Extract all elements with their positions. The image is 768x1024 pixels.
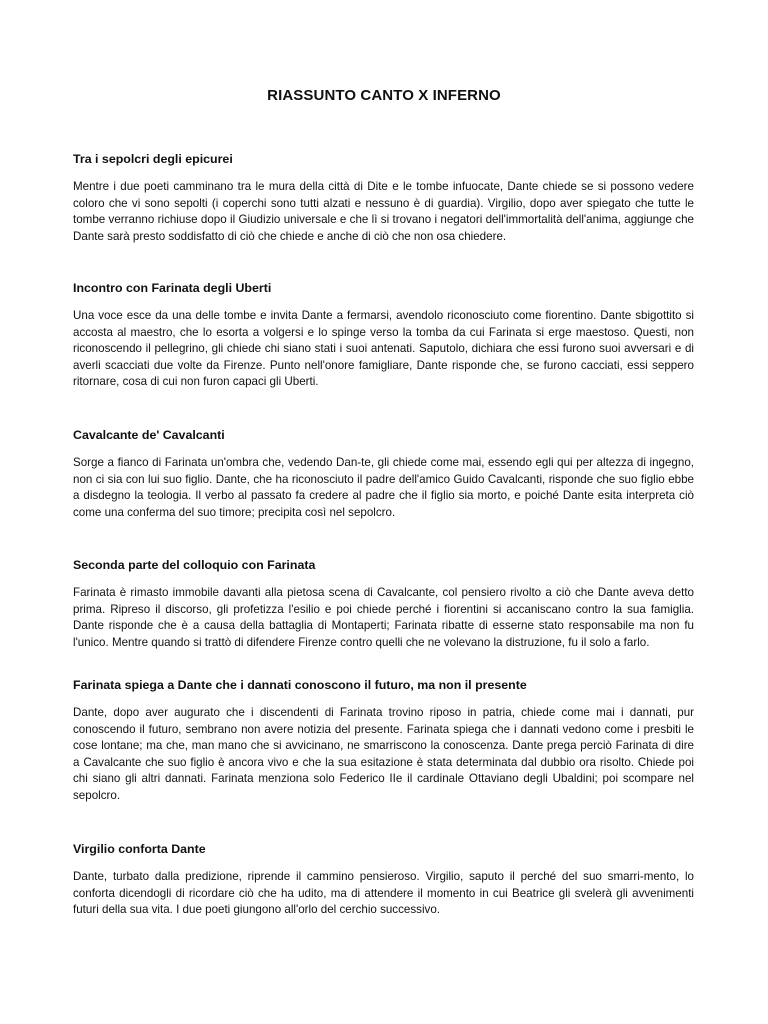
section-dannati-futuro [73,677,694,805]
section-heading: Virgilio conforta Dante [73,842,206,856]
section-paragraph: Sorge a fianco di Farinata un'ombra che, vedendo Dan-te, gli chiede come mai, essendo egli qui per altezza di ingegno, non ci sia con lui suo figlio. Dante, che ha riconosciuto il padre dell'amico Guido Cavalcanti, risponde che suo figlio ebbe a disdegno la teologia. Il verbo al passato fa credere al padre che il figlio sia morto, e poiché Dante esita interpreta ciò come una conferma del suo timore; precipita così nel sepolcro. [73,456,694,519]
section-paragraph: Una voce esce da una delle tombe e invita Dante a fermarsi, avendolo riconosciuto come fiorentino. Dante sbigottito si accosta al maestro, che lo esorta a volgersi e lo spinge verso la tomba da cui Farinata si erge maestoso. Questi, non riconoscendo il pellegrino, gli chiede chi siano stati i suoi antenati. Saputolo, dichiara che essi furono suoi avversari e di averli scacciati due volte da Firenze. Punto nell'onore famigliare, Dante risponde che, se furono cacciati, essi seppero ritornare, cosa di cui non furon capaci gli Uberti. [73,309,694,389]
section-heading: Seconda parte del colloquio con Farinata [73,558,316,572]
document-title: RIASSUNTO CANTO X INFERNO [267,87,501,104]
section-incontro-farinata [73,280,694,391]
section-sepolcri-epicurei [73,151,694,245]
section-virgilio-conforta [73,841,694,919]
section-heading: Cavalcante de' Cavalcanti [73,428,225,442]
section-cavalcante [73,427,694,521]
section-heading: Incontro con Farinata degli Uberti [73,281,272,295]
section-paragraph: Farinata è rimasto immobile davanti alla pietosa scena di Cavalcante, col pensiero rivolto a ciò che Dante aveva detto prima. Ripreso il discorso, gli profetizza l'esilio e poi chiede perché i fiorentini si accaniscano contro la sua famiglia. Dante risponde che è a causa della battaglia di Montaperti; Farinata ribatte di esserne stato responsabile ma non fu l'unico. Mentre quando si trattò di difendere Firenze contro quelli che ne volevano la distruzione, fu il solo a farlo. [73,586,694,649]
section-heading: Tra i sepolcri degli epicurei [73,152,233,166]
section-paragraph: Dante, turbato dalla predizione, riprende il cammino pensieroso. Virgilio, saputo il perché del suo smarri-mento, lo conforta dicendogli di ricordare ciò che ha udito, ma di attendere il momento in cui Beatrice gli svelerà gli avvenimenti futuri della sua vita. I due poeti giungono all'orlo del cerchio successivo. [73,870,694,917]
section-paragraph: Mentre i due poeti camminano tra le mura della città di Dite e le tombe infuocate, Dante chiede se si possono vedere coloro che vi sono sepolti (i coperchi sono tutti alzati e nessuno è di guardia). Virgilio, dopo aver spiegato che tutte le tombe verranno richiuse dopo il Giudizio universale e che lì si trovano i negatori dell'immortalità dell'anima, aggiunge che Dante sarà presto soddisfatto di ciò che chiede e anche di ciò che non osa chiedere. [73,180,694,243]
section-seconda-parte-colloquio [73,557,694,651]
section-heading: Farinata spiega a Dante che i dannati conoscono il futuro, ma non il presente [73,678,527,692]
section-paragraph: Dante, dopo aver augurato che i discendenti di Farinata trovino riposo in patria, chiede come mai i dannati, pur conoscendo il futuro, sembrano non avere notizia del presente. Farinata spiega che i dannati vedono come i presbiti le cose lontane; ma che, man mano che si avvicinano, ne smarriscono la conoscenza. Dante prega perciò Farinata di dire a Cavalcante che suo figlio è ancora vivo e che la sua esitazione è stata determinata dal dubbio ora risolto. Chiede poi chi siano gli altri dannati. Farinata menziona solo Federico IIe il cardinale Ottaviano degli Ubaldini; poi scompare nel sepolcro. [73,706,694,802]
